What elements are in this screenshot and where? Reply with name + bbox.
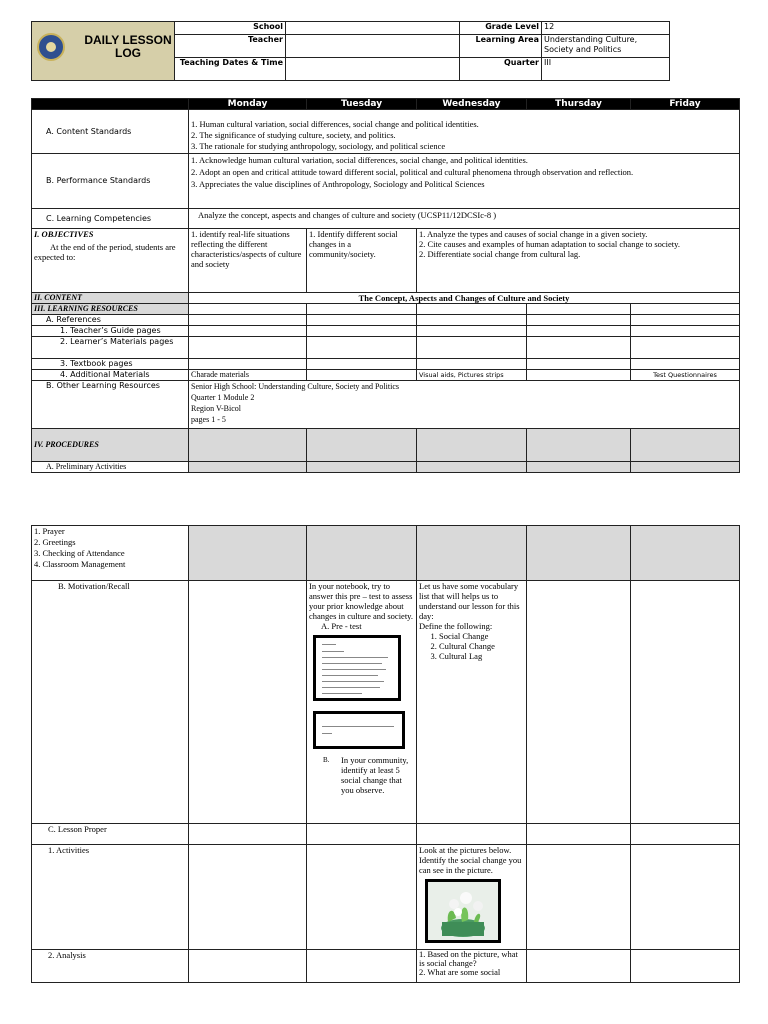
activities-wednesday — [417, 845, 527, 950]
gray-cell — [631, 462, 740, 473]
activities-instruction: Look at the pictures below. Identify the social change you can see in the picture. — [419, 845, 522, 875]
empty-cell — [307, 337, 417, 359]
dates-field[interactable] — [286, 57, 460, 80]
empty-cell — [527, 337, 631, 359]
objective-tuesday: 1. Identify different social changes in a community/society. — [307, 229, 417, 293]
school-label: School — [175, 22, 286, 35]
textbook-label: 3. Textbook pages — [32, 359, 189, 370]
teacher-field[interactable] — [286, 34, 460, 57]
empty-cell — [527, 845, 631, 950]
empty-cell — [631, 824, 740, 845]
define-label: Define the following: — [419, 621, 493, 631]
empty-cell — [631, 950, 740, 983]
grade-field[interactable]: 12 — [542, 22, 670, 35]
competencies-value: Analyze the concept, aspects and changes of culture and society (UCSP11/12DCSIc-8 ) — [189, 209, 740, 229]
analysis-question: 2. What are some social — [419, 967, 501, 977]
empty-cell — [417, 824, 527, 845]
objective-line: 2. Cite causes and examples of human adaptation to social change to society. — [419, 239, 680, 249]
objectives-cell — [32, 229, 189, 293]
procedures-heading: IV. PROCEDURES — [32, 429, 189, 462]
additional-friday: Test Questionnaires — [631, 370, 740, 381]
corner-cell — [32, 99, 189, 110]
other-resource-line: Quarter 1 Module 2 — [191, 393, 255, 402]
area-label: Learning Area — [460, 34, 542, 57]
references-label: A. References — [32, 315, 189, 326]
page-title: DAILY LESSON LOG — [84, 33, 172, 60]
objective-wed-fri — [417, 229, 740, 293]
empty-cell — [307, 824, 417, 845]
preliminary-items — [32, 526, 189, 581]
school-field[interactable] — [286, 22, 460, 35]
empty-cell — [527, 950, 631, 983]
grade-label: Grade Level — [460, 22, 542, 35]
day-header-monday: Monday — [189, 99, 307, 110]
empty-cell — [527, 304, 631, 315]
analysis-question: 1. Based on the picture, what is social change? — [419, 949, 518, 968]
logo-cell — [32, 22, 175, 81]
gray-cell — [417, 462, 527, 473]
empty-cell — [631, 845, 740, 950]
vocabulary-item: 1. Social Change — [439, 631, 524, 641]
vocabulary-list — [419, 631, 524, 661]
empty-cell — [417, 326, 527, 337]
gray-cell — [631, 429, 740, 462]
content-standard-line: 3. The rationale for studying anthropology, sociology, and political science — [191, 141, 446, 151]
empty-cell — [189, 337, 307, 359]
content-standard-line: 1. Human cultural variation, social differences, social change and political identities. — [191, 119, 479, 129]
content-standard-line: 2. The significance of studying culture, society, and politics. — [191, 130, 396, 140]
pretest-label: A. Pre - test — [321, 621, 362, 631]
other-resources-label: B. Other Learning Resources — [32, 381, 189, 429]
empty-cell — [527, 359, 631, 370]
objective-line: 1. Analyze the types and causes of social change in a given society. — [419, 229, 648, 239]
analysis-label: 2. Analysis — [32, 950, 189, 983]
empty-cell — [307, 845, 417, 950]
empty-cell — [307, 359, 417, 370]
content-value: The Concept, Aspects and Changes of Culture and Society — [189, 293, 740, 304]
motivation-wednesday — [417, 581, 527, 824]
motivation-label: B. Motivation/Recall — [32, 581, 189, 824]
pretest-b-marker: B. — [323, 756, 330, 764]
dates-label: Teaching Dates & Time — [175, 57, 286, 80]
empty-cell — [417, 359, 527, 370]
empty-cell — [417, 315, 527, 326]
teachers-guide-label: 1. Teacher’s Guide pages — [32, 326, 189, 337]
empty-cell — [631, 581, 740, 824]
other-resource-line: Senior High School: Understanding Culture, Society and Politics — [191, 382, 399, 391]
performance-standard-line: 1. Acknowledge human cultural variation, social differences, social change, and political identities. — [191, 155, 528, 165]
empty-cell — [631, 304, 740, 315]
empty-cell — [527, 315, 631, 326]
pretest-b — [309, 755, 414, 795]
day-header-thursday: Thursday — [527, 99, 631, 110]
competencies-label: C. Learning Competencies — [32, 209, 189, 229]
empty-cell — [527, 326, 631, 337]
empty-cell — [189, 581, 307, 824]
content-standards-value — [189, 110, 740, 154]
empty-cell — [307, 315, 417, 326]
additional-materials-label: 4. Additional Materials — [32, 370, 189, 381]
empty-cell — [631, 315, 740, 326]
empty-cell — [417, 304, 527, 315]
empty-cell — [527, 370, 631, 381]
empty-cell — [189, 304, 307, 315]
empty-cell — [307, 370, 417, 381]
area-field[interactable]: Understanding Culture, Society and Politics — [542, 34, 670, 57]
empty-cell — [527, 824, 631, 845]
gray-cell — [189, 462, 307, 473]
pretest-intro: In your notebook, try to answer this pre – test to assess your prior knowledge about changes in culture and society. — [309, 581, 414, 621]
empty-cell — [631, 337, 740, 359]
performance-standards-value — [189, 154, 740, 209]
empty-cell — [631, 326, 740, 337]
resources-heading: III. LEARNING RESOURCES — [32, 304, 189, 315]
vocabulary-item: 3. Cultural Lag — [439, 651, 524, 661]
preliminary-item: 3. Checking of Attendance — [34, 548, 125, 558]
gray-cell — [307, 526, 417, 581]
empty-cell — [189, 326, 307, 337]
preliminary-label: A. Preliminary Activities — [32, 462, 189, 473]
gray-cell — [417, 526, 527, 581]
empty-cell — [307, 326, 417, 337]
lesson-table-page1 — [31, 98, 740, 473]
gray-cell — [631, 526, 740, 581]
gray-cell — [527, 429, 631, 462]
plant-picture — [425, 879, 501, 943]
gray-cell — [189, 526, 307, 581]
activities-label: 1. Activities — [32, 845, 189, 950]
quarter-field[interactable]: III — [542, 57, 670, 80]
learners-materials-label: 2. Learner’s Materials pages — [32, 337, 189, 359]
other-resource-line: pages 1 - 5 — [191, 415, 226, 424]
gray-cell — [189, 429, 307, 462]
vocabulary-intro: Let us have some vocabulary list that will helps us to understand our lesson for this day: — [419, 581, 520, 621]
deped-seal-icon — [37, 33, 65, 61]
lesson-table-page2 — [31, 525, 740, 983]
performance-standard-line: 2. Adopt an open and critical attitude toward different social, political and cultural phenomena through observation and reflection. — [191, 167, 634, 177]
gray-cell — [527, 462, 631, 473]
empty-cell — [307, 304, 417, 315]
empty-cell — [189, 950, 307, 983]
empty-cell — [189, 359, 307, 370]
day-header-wednesday: Wednesday — [417, 99, 527, 110]
content-heading: II. CONTENT — [32, 293, 189, 304]
gray-cell — [527, 526, 631, 581]
quarter-label: Quarter — [460, 57, 542, 80]
performance-standard-line: 3. Appreciates the value disciplines of Anthropology, Sociology and Political Sciences — [191, 179, 485, 189]
empty-cell — [527, 581, 631, 824]
performance-standards-label: B. Performance Standards — [32, 154, 189, 209]
teacher-label: Teacher — [175, 34, 286, 57]
content-standards-label: A. Content Standards — [32, 110, 189, 154]
other-resource-line: Region V-Bicol — [191, 404, 242, 413]
empty-cell — [417, 337, 527, 359]
objective-line: 2. Differentiate social change from cultural lag. — [419, 249, 581, 259]
objective-monday: 1. identify real-life situations reflecting the different characteristics/aspects of culture and society — [189, 229, 307, 293]
preliminary-item: 1. Prayer — [34, 526, 65, 536]
lesson-proper-label: C. Lesson Proper — [32, 824, 189, 845]
analysis-wednesday — [417, 950, 527, 983]
vocabulary-item: 2. Cultural Change — [439, 641, 524, 651]
pretest-image-2 — [313, 711, 405, 749]
other-resources-value — [189, 381, 740, 429]
additional-monday: Charade materials — [189, 370, 307, 381]
empty-cell — [307, 950, 417, 983]
pretest-image — [313, 635, 401, 701]
gray-cell — [307, 462, 417, 473]
plant-illustration — [428, 882, 498, 940]
empty-cell — [631, 359, 740, 370]
empty-cell — [189, 845, 307, 950]
preliminary-item: 2. Greetings — [34, 537, 76, 547]
additional-wednesday: Visual aids, Pictures strips — [417, 370, 527, 381]
preliminary-item: 4. Classroom Management — [34, 559, 126, 569]
header-block — [31, 21, 670, 81]
empty-cell — [189, 315, 307, 326]
day-header-friday: Friday — [631, 99, 740, 110]
gray-cell — [417, 429, 527, 462]
motivation-tuesday — [307, 581, 417, 824]
empty-cell — [189, 824, 307, 845]
gray-cell — [307, 429, 417, 462]
day-header-tuesday: Tuesday — [307, 99, 417, 110]
pretest-b-text: In your community, identify at least 5 social change that you observe. — [341, 755, 409, 795]
objectives-intro: At the end of the period, students are expected to: — [34, 242, 176, 262]
objectives-heading: I. OBJECTIVES — [34, 229, 94, 239]
